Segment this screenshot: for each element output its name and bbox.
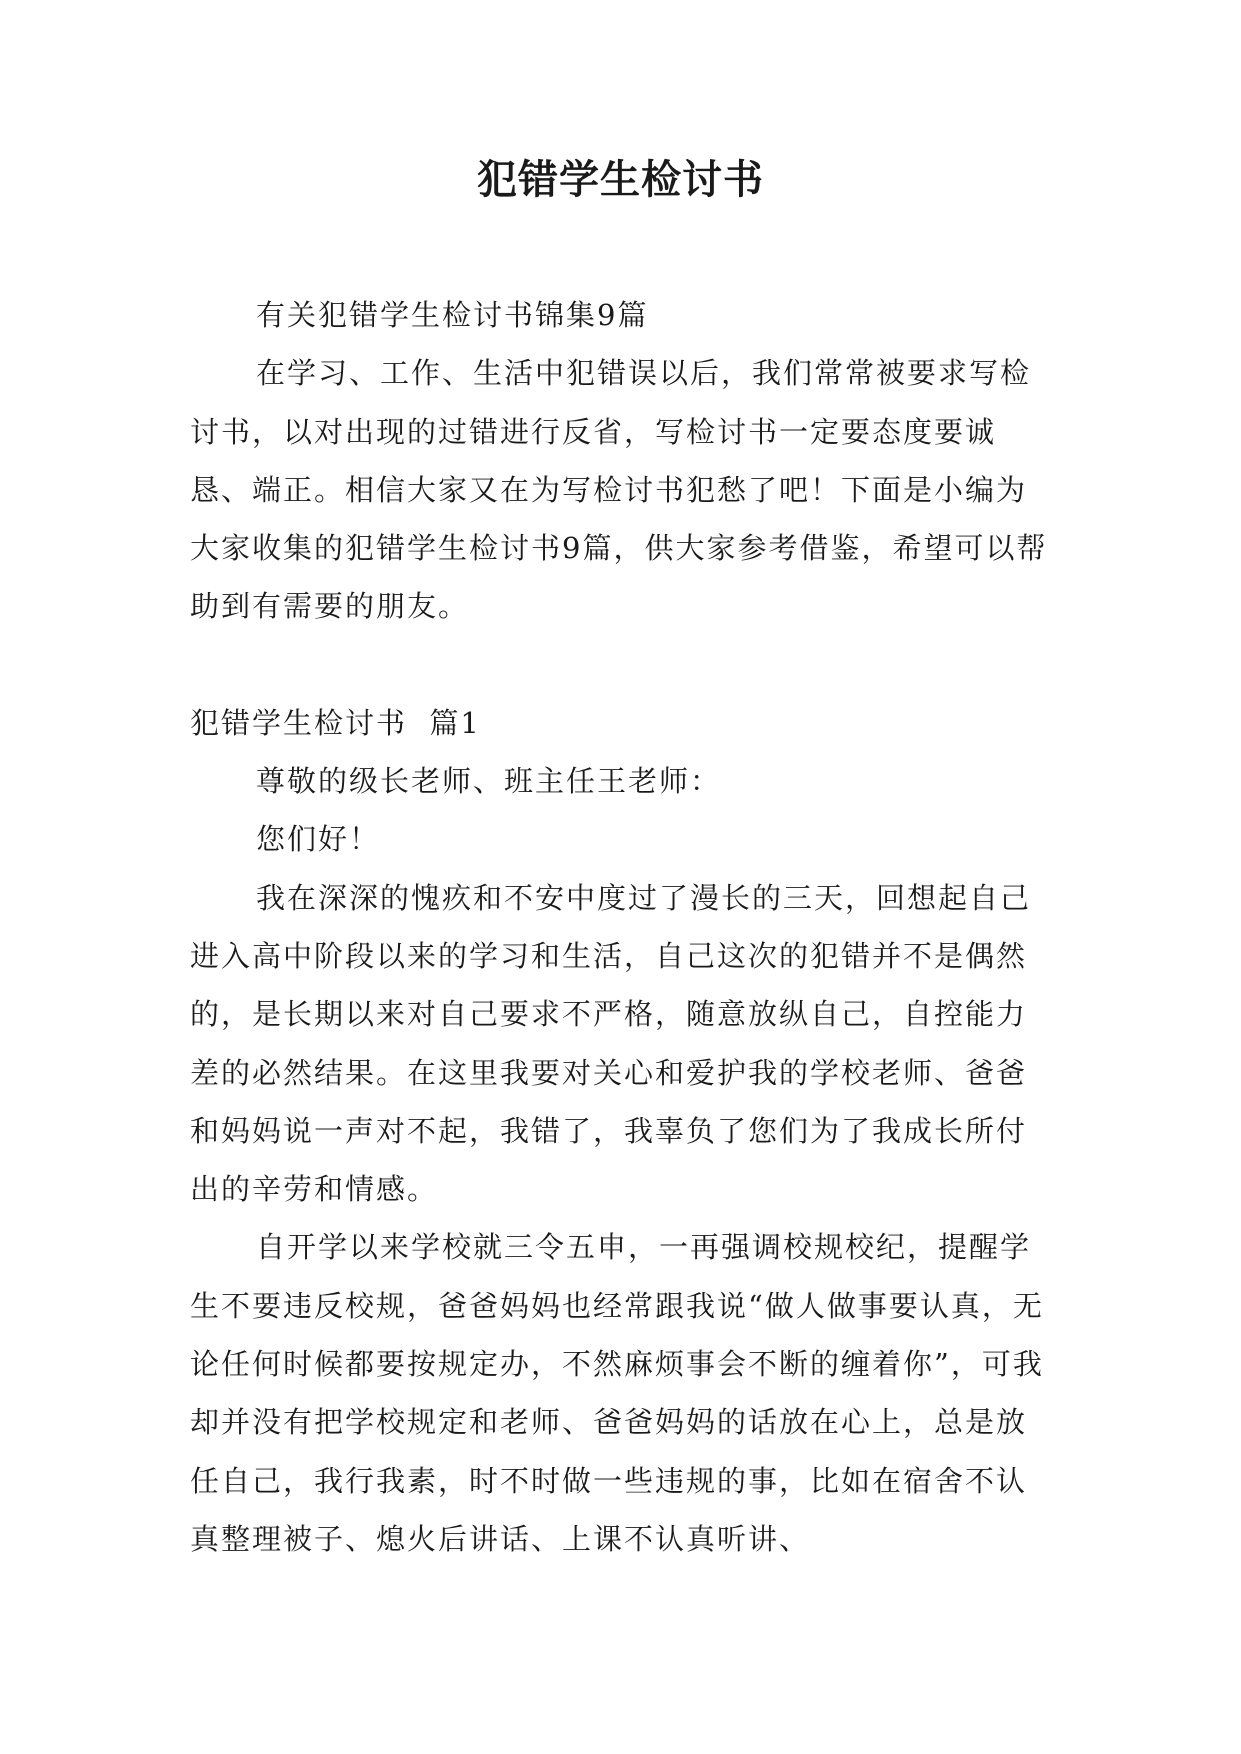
salutation: 尊敬的级长老师、班主任王老师： — [256, 764, 722, 799]
intro-paragraph: 在学习、工作、生活中犯错误以后，我们常常被要求写检讨书，以对出现的过错进行反省，写检讨书一定要态度要诚恳、端正。相信大家又在为写检讨书犯愁了吧！下面是小编为大家收集的犯错学生检讨书9篇，供大家参考借鉴，希望可以帮助到有需要的朋友。 — [190, 356, 1048, 624]
body-paragraph-1: 我在深深的愧疚和不安中度过了漫长的三天，回想起自己进入高中阶段以来的学习和生活，自己这次的犯错并不是偶然的，是长期以来对自己要求不严格，随意放纵自己，自控能力差的必然结果。在这里我要对关心和爱护我的学校老师、爸爸和妈妈说一声对不起，我错了，我辜负了您们为了我成长所付出的辛劳和情感。 — [190, 880, 1032, 1207]
greeting: 您们好！ — [256, 822, 381, 857]
document-body — [190, 286, 1056, 1568]
document-title: 犯错学生检讨书 — [477, 156, 764, 203]
intro-heading: 有关犯错学生检讨书锦集9篇 — [256, 298, 649, 332]
body-paragraph-2: 自开学以来学校就三令五申，一再强调校规校纪，提醒学生不要违反校规，爸爸妈妈也经常跟我说“做人做事要认真，无论任何时候都要按规定办，不然麻烦事会不断的缠着你”，可我却并没有把学校规定和老师、爸爸妈妈的话放在心上，总是放任自己，我行我素，时不时做一些违规的事，比如在宿舍不认真整理被子、熄火后讲话、上课不认真听讲、 — [190, 1230, 1044, 1556]
section-heading: 犯错学生检讨书 篇1 — [190, 705, 481, 740]
